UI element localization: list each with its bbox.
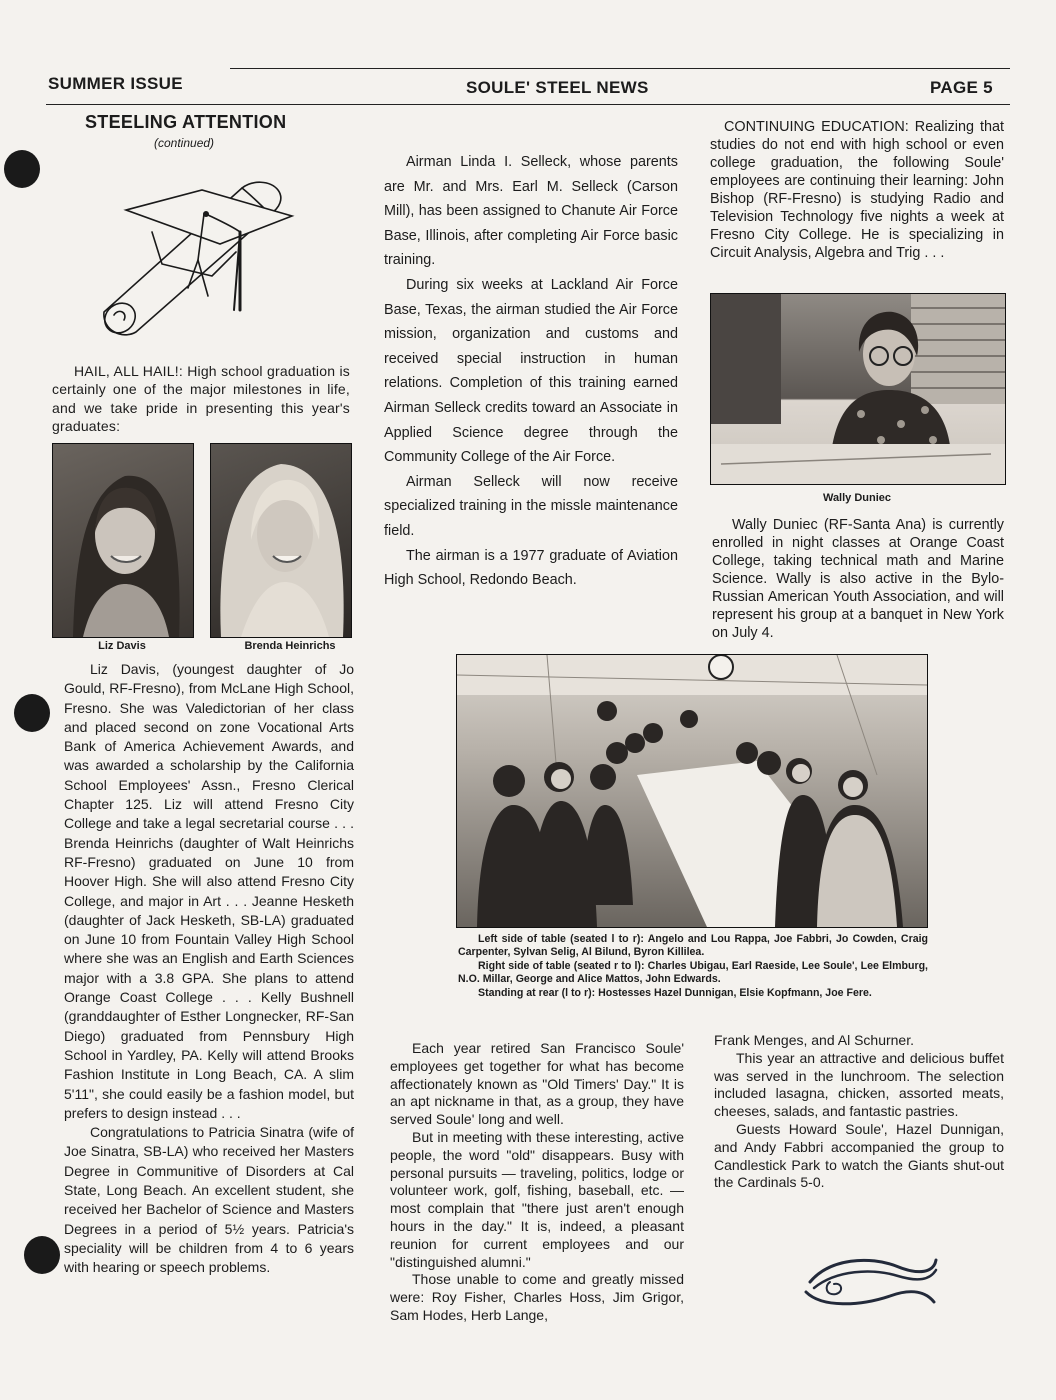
caption-right-side: Right side of table (seated r to l): Charles Ubigau, Earl Raeside, Lee Soule', Lee Elmburg, N.O. Millar, George and Alice Mattos, John Edwards. (458, 959, 928, 986)
old-timers-paragraph-2: But in meeting with these interesting, active people, the word "old" disappears. Busy with personal pursuits — traveling, politics, lodge or volunteer work, golf, fishing, baseball, etc. — most complain that "there just aren't enough hours in the day." It is, indeed, a pleasant reunion for current employees and our "distinguished alumni." (390, 1128, 684, 1270)
group-photo-caption (458, 933, 928, 1000)
graduates-paragraph-2: Congratulations to Patricia Sinatra (wife of Joe Sinatra, SB-LA) who received her Masters Degree in Communitive of Disorders at Cal State, Long Beach. An excellent student, she received her Bachelor of Science and Masters Degrees in a period of 5½ years. Patricia's speciality will be children from 4 to 6 years with hearing or speech problems. (64, 1124, 354, 1276)
old-timers-paragraph-1: Each year retired San Francisco Soule' employees get together for what has become affectionately known as "Old Timers' Day." It is an apt nickname in that, as a group, they have served Soule' long and well. (390, 1040, 684, 1128)
wally-duniec-paragraph: Wally Duniec (RF-Santa Ana) is currently enrolled in night classes at Orange Coast College, taking technical math and Marine Science. Wally is also active in the Bylo-Russian American Youth Association, and will represent his group at a banquet in New York on July 4. (712, 517, 1004, 641)
old-timers-article-continued (714, 1032, 1004, 1192)
caption-standing: Standing at rear (l to r): Hostesses Hazel Dunnigan, Elsie Kopfmann, Joe Fere. (478, 986, 872, 999)
buffet-paragraph: This year an attractive and delicious buffet was served in the lunchroom. The selection included lasagna, chicken, assorted meats, cheeses, salads, and fantastic pastries. (714, 1049, 1004, 1120)
punch-hole-bottom (24, 1236, 60, 1274)
diploma-graduation-cap-icon (92, 170, 302, 340)
header-issue: SUMMER ISSUE (48, 74, 183, 93)
photo-old-timers-group (456, 654, 928, 928)
old-timers-article (390, 1040, 684, 1325)
punch-hole-top (4, 150, 40, 188)
caption-liz-davis: Liz Davis (98, 640, 146, 652)
continuing-education-intro: CONTINUING EDUCATION: Realizing that studies do not end with high school or even college graduation, the following Soule' employees are continuing their learning: John Bishop (RF-Fresno) is studying Radio and Television Technology five nights a week at Fresno City College. He is specializing in Circuit Analysis, Algebra and Trig . . . (710, 119, 1004, 261)
airman-paragraph-2: During six weeks at Lackland Air Force Base, Texas, the airman studied the Air Force mission, organization and customs and received special instruction in human relations. Completion of this training earned Airman Selleck credits toward an Associate in Applied Science degree through the Community College of the Air Force. (384, 276, 678, 466)
photo-wally-duniec (710, 293, 1006, 485)
old-timers-paragraph-3: Those unable to come and greatly missed were: Roy Fisher, Charles Hoss, Jim Grigor, Sam Hodes, Herb Lange, (390, 1271, 684, 1323)
airman-paragraph-3: Airman Selleck will now receive specialized training in the missle maintenance field. (384, 473, 678, 539)
header-page-number: PAGE 5 (930, 78, 993, 97)
caption-brenda-heinrichs: Brenda Heinrichs (244, 640, 336, 652)
section-title: STEELING ATTENTION (85, 112, 287, 132)
airman-article (384, 150, 678, 593)
swirl-ornament-icon (800, 1252, 940, 1310)
header-newsletter-title: SOULE' STEEL NEWS (466, 78, 649, 97)
airman-paragraph-1: Airman Linda I. Selleck, whose parents are Mr. and Mrs. Earl M. Selleck (Carson Mill), has been assigned to Chanute Air Force Base, Illinois, after completing Air Force basic training. (384, 154, 678, 269)
header-bottom-rule (46, 104, 1010, 105)
old-timers-continued-line: Frank Menges, and Al Schurner. (714, 1032, 914, 1048)
header-top-rule (230, 68, 1010, 69)
caption-wally-duniec: Wally Duniec (822, 492, 892, 504)
photo-liz-davis (52, 443, 194, 638)
graduation-intro: HAIL, ALL HAIL!: High school graduation is certainly one of the major milestones in life, and we take pride in presenting this year's graduates: (52, 363, 350, 434)
graduates-paragraph-1: Liz Davis, (youngest daughter of Jo Gould, RF-Fresno), from McLane High School, Fresno. She was Valedictorian of her class and placed second on zone Vocational Arts Bank of America Achievement Awards, and was awarded a scholarship by the California School Employees' Assn., Fresno Clerical Chapter 125. Liz will attend Fresno City College and take a legal secretarial course . . . Brenda Heinrichs (daughter of Walt Heinrichs RF-Fresno) graduated on June 10 from Hoover High. She will also attend Fresno City College, and major in Art . . . Jeanne Hesketh (daughter of Jack Hesketh, SB-LA) graduated on June 10 from Fountain Valley High School where she was an English and Earth Sciences major with a 3.8 GPA. She plans to attend Orange Coast College . . . Kelly Bushnell (granddaughter of Esther Longnecker, RF-San Diego) graduated from Pennsbury High School in Yardley, PA. Kelly will attend Brooks Fashion Institute in Long Beach, CA. A slim 5'11", she could easily be a fashion model, but prefers to design instead . . . (64, 661, 354, 1121)
graduates-article (64, 660, 354, 1278)
punch-hole-middle (14, 694, 50, 732)
airman-paragraph-4: The airman is a 1977 graduate of Aviation High School, Redondo Beach. (384, 547, 678, 589)
caption-left-side: Left side of table (seated l to r): Angelo and Lou Rappa, Joe Fabbri, Jo Cowden, Craig Carpenter, Sylvan Selig, Al Bilund, Byron Killilea. (458, 933, 928, 959)
photo-brenda-heinrichs (210, 443, 352, 638)
section-subtitle: (continued) (154, 136, 215, 150)
candlestick-paragraph: Guests Howard Soule', Hazel Dunnigan, and Andy Fabbri accompanied the group to Candlestick Park to watch the Giants shut-out the Cardinals 5-0. (714, 1120, 1004, 1191)
